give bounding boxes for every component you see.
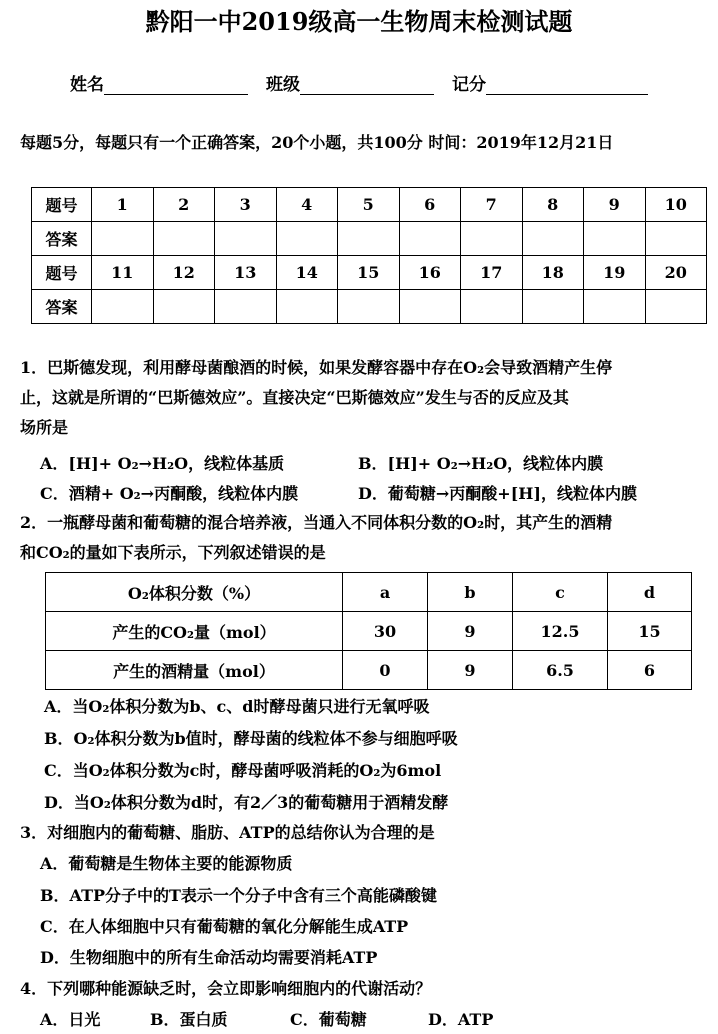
table-header-cell: b xyxy=(428,573,513,612)
answer-cell[interactable] xyxy=(153,290,215,324)
question-number: 4 xyxy=(276,188,338,222)
question-number: 19 xyxy=(584,256,646,290)
row-label: 题号 xyxy=(32,188,92,222)
question-number: 14 xyxy=(276,256,338,290)
q4-option-a: A．日光 xyxy=(40,1010,101,1029)
answer-cell[interactable] xyxy=(276,222,338,256)
answer-cell[interactable] xyxy=(461,290,523,324)
score-blank[interactable] xyxy=(486,76,648,95)
answer-row-2 xyxy=(32,290,707,324)
table-cell: 6.5 xyxy=(513,651,608,690)
table-cell: 产生的CO₂量（mol） xyxy=(46,612,343,651)
q3-option-c: C．在人体细胞中只有葡萄糖的氧化分解能生成ATP xyxy=(40,917,409,936)
table-row xyxy=(46,612,692,651)
question-number: 15 xyxy=(338,256,400,290)
answer-cell[interactable] xyxy=(584,290,646,324)
question-number-row-1 xyxy=(32,188,707,222)
table-cell: 6 xyxy=(608,651,692,690)
answer-cell[interactable] xyxy=(399,290,461,324)
answer-cell[interactable] xyxy=(276,290,338,324)
q1-option-c: C．酒精+ O₂→丙酮酸，线粒体内膜 xyxy=(40,484,299,503)
table-row xyxy=(46,651,692,690)
answer-cell[interactable] xyxy=(215,222,277,256)
oxygen-data-table xyxy=(45,572,692,690)
name-blank[interactable] xyxy=(104,76,248,95)
question-number: 7 xyxy=(461,188,523,222)
score-label: 记分 xyxy=(452,75,486,95)
table-cell: 30 xyxy=(343,612,428,651)
name-label: 姓名 xyxy=(70,75,104,95)
table-cell: 产生的酒精量（mol） xyxy=(46,651,343,690)
table-cell: 12.5 xyxy=(513,612,608,651)
student-info xyxy=(70,70,666,95)
page-title: 黔阳一中2019级高一生物周末检测试题 xyxy=(145,7,573,36)
question-number-row-2 xyxy=(32,256,707,290)
table-cell: 15 xyxy=(608,612,692,651)
answer-cell[interactable] xyxy=(461,222,523,256)
table-header-cell: d xyxy=(608,573,692,612)
q4-stem: 4．下列哪种能源缺乏时，会立即影响细胞内的代谢活动？ xyxy=(20,979,432,998)
question-number: 8 xyxy=(522,188,584,222)
table-cell: 0 xyxy=(343,651,428,690)
answer-table xyxy=(31,187,707,324)
q2-option-a: A．当O₂体积分数为b、c、d时酵母菌只进行无氧呼吸 xyxy=(44,697,430,716)
answer-cell[interactable] xyxy=(584,222,646,256)
question-number: 11 xyxy=(92,256,154,290)
q2-option-c: C．当O₂体积分数为c时，酵母菌呼吸消耗的O₂为6mol xyxy=(44,761,442,780)
table-header-cell: c xyxy=(513,573,608,612)
q2-option-d: D．当O₂体积分数为d时，有2／3的葡萄糖用于酒精发酵 xyxy=(44,793,449,812)
q1-stem-line-3: 场所是 xyxy=(20,418,69,437)
question-number: 13 xyxy=(215,256,277,290)
q2-stem-line-2: 和CO₂的量如下表所示，下列叙述错误的是 xyxy=(20,543,326,562)
exam-note: 每题5分，每题只有一个正确答案，20个小题，共100分 时间：2019年12月21日 xyxy=(20,133,614,152)
question-number: 16 xyxy=(399,256,461,290)
q2-option-b: B．O₂体积分数为b值时，酵母菌的线粒体不参与细胞呼吸 xyxy=(44,729,458,748)
question-number: 5 xyxy=(338,188,400,222)
answer-cell[interactable] xyxy=(645,222,707,256)
question-number: 18 xyxy=(522,256,584,290)
row-label: 题号 xyxy=(32,256,92,290)
answer-cell[interactable] xyxy=(92,222,154,256)
question-number: 2 xyxy=(153,188,215,222)
answer-cell[interactable] xyxy=(215,290,277,324)
q1-stem-line-1: 1．巴斯德发现，利用酵母菌酿酒的时候，如果发酵容器中存在O₂会导致酒精产生停 xyxy=(20,358,613,377)
q3-option-d: D．生物细胞中的所有生命活动均需要消耗ATP xyxy=(40,948,378,967)
answer-cell[interactable] xyxy=(153,222,215,256)
question-number: 17 xyxy=(461,256,523,290)
q3-option-a: A．葡萄糖是生物体主要的能源物质 xyxy=(40,854,293,873)
q4-option-d: D．ATP xyxy=(428,1010,494,1029)
question-number: 9 xyxy=(584,188,646,222)
answer-cell[interactable] xyxy=(645,290,707,324)
answer-row-1 xyxy=(32,222,707,256)
table-header-cell: a xyxy=(343,573,428,612)
q4-option-b: B．蛋白质 xyxy=(150,1010,228,1029)
class-label: 班级 xyxy=(266,75,300,95)
row-label: 答案 xyxy=(32,290,92,324)
question-number: 3 xyxy=(215,188,277,222)
q3-option-b: B．ATP分子中的T表示一个分子中含有三个高能磷酸键 xyxy=(40,886,437,905)
answer-cell[interactable] xyxy=(92,290,154,324)
q1-option-b: B．[H]+ O₂→H₂O，线粒体内膜 xyxy=(358,454,604,473)
class-blank[interactable] xyxy=(300,76,434,95)
q2-stem-line-1: 2．一瓶酵母菌和葡萄糖的混合培养液，当通入不同体积分数的O₂时，其产生的酒精 xyxy=(20,513,613,532)
answer-cell[interactable] xyxy=(522,290,584,324)
question-number: 6 xyxy=(399,188,461,222)
question-number: 20 xyxy=(645,256,707,290)
answer-cell[interactable] xyxy=(338,290,400,324)
question-number: 12 xyxy=(153,256,215,290)
q1-stem-line-2: 止，这就是所谓的“巴斯德效应”。直接决定“巴斯德效应”发生与否的反应及其 xyxy=(20,388,569,407)
answer-cell[interactable] xyxy=(338,222,400,256)
question-number: 1 xyxy=(92,188,154,222)
table-header-row xyxy=(46,573,692,612)
table-header-cell: O₂体积分数（%） xyxy=(46,573,343,612)
table-cell: 9 xyxy=(428,612,513,651)
answer-cell[interactable] xyxy=(399,222,461,256)
question-number: 10 xyxy=(645,188,707,222)
q3-stem: 3．对细胞内的葡萄糖、脂肪、ATP的总结你认为合理的是 xyxy=(20,823,435,842)
answer-cell[interactable] xyxy=(522,222,584,256)
q4-option-c: C．葡萄糖 xyxy=(290,1010,367,1029)
q1-option-d: D．葡萄糖→丙酮酸+[H]，线粒体内膜 xyxy=(358,484,637,503)
q1-option-a: A．[H]+ O₂→H₂O，线粒体基质 xyxy=(40,454,285,473)
table-cell: 9 xyxy=(428,651,513,690)
row-label: 答案 xyxy=(32,222,92,256)
